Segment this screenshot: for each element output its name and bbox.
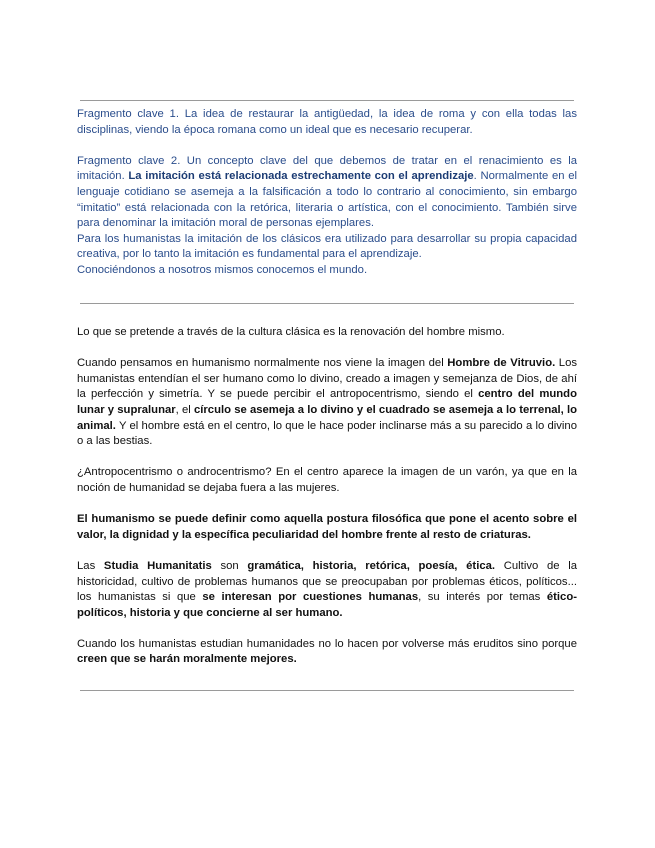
fragment-2-emphasis: La imitación está relacionada estrechamente con el aprendizaje [128, 170, 474, 183]
middle-divider [80, 303, 574, 304]
knowing-ourselves: Conociéndonos a nosotros mismos conocemos el mundo. [77, 263, 368, 276]
paragraph-studia-humanitatis: Las Studia Humanitatis son gramática, historia, retórica, poesía, ética. Cultivo de la historicidad, cultivo de problemas humanos que se preocupaban por problemas éticos, políticos... los humanistas si que se interesan por cuestiones humanas, su interés por temas ético- políticos, historia y que concierne al ser humano. [77, 559, 578, 619]
top-divider [80, 100, 574, 101]
humanists-imitation: Para los humanistas la imitación de los clásicos era utilizado para desarrollar su propia capacidad creativa, por lo tanto la imitación es fundamental para el aprendizaje. [77, 232, 577, 261]
paragraph-moral-improvement: Cuando los humanistas estudian humanidades no lo hacen por volverse más eruditos sino porque creen que se harán moralmente mejores. [77, 637, 577, 666]
paragraph-anthropocentrism: ¿Antropocentrismo o androcentrismo? En el centro aparece la imagen de un varón, ya que en la noción de humanidad se dejaba fuera a las mujeres. [77, 466, 577, 494]
bottom-divider [80, 690, 574, 691]
notes-section [77, 107, 577, 279]
fragment-2: Fragmento clave 2. Un concepto clave del que debemos de tratar en el renacimiento es la imitación. La imitación está relacionada estrechamente con el aprendizaje. Normalmente en el lenguaje cotidiano se asemeja a la falsificación a todo lo contrario al conocimiento, sin embargo “imitatio” está relacionada con la retórica, literaria o artística, con el conocimiento. También sirve para denominar la imitación moral de personas ejemplares. [77, 154, 577, 230]
fragment-1: Fragmento clave 1. La idea de restaurar la antigüedad, la idea de roma y con ella todas las disciplinas, viendo la época romana como un ideal que es necesario recuperar. [77, 108, 577, 136]
paragraph-renovation: Lo que se pretende a través de la cultura clásica es la renovación del hombre mismo. [77, 326, 505, 338]
paragraph-vitruvius: Cuando pensamos en humanismo normalmente nos viene la imagen del Hombre de Vitruvio. Los humanistas entendían el ser humano como lo divino, creado a imagen y semejanza de Dios, de ahí la perfección y simetría. Y se puede percibir el antropocentrismo, siendo el centro del mundo lunar y supralunar, el círculo se asemeja a lo divino y el cuadrado se asemeja a lo terrenal, lo animal. Y el hombre está en el centro, lo que le hace poder inclinarse más a su parecido a lo divino o a las bestias. [77, 357, 578, 448]
paragraph-definition: El humanismo se puede definir como aquella postura filosófica que pone el acento sobre el valor, la dignidad y la específica peculiaridad del hombre frente al resto de criaturas. [77, 513, 577, 541]
main-text [77, 325, 577, 668]
